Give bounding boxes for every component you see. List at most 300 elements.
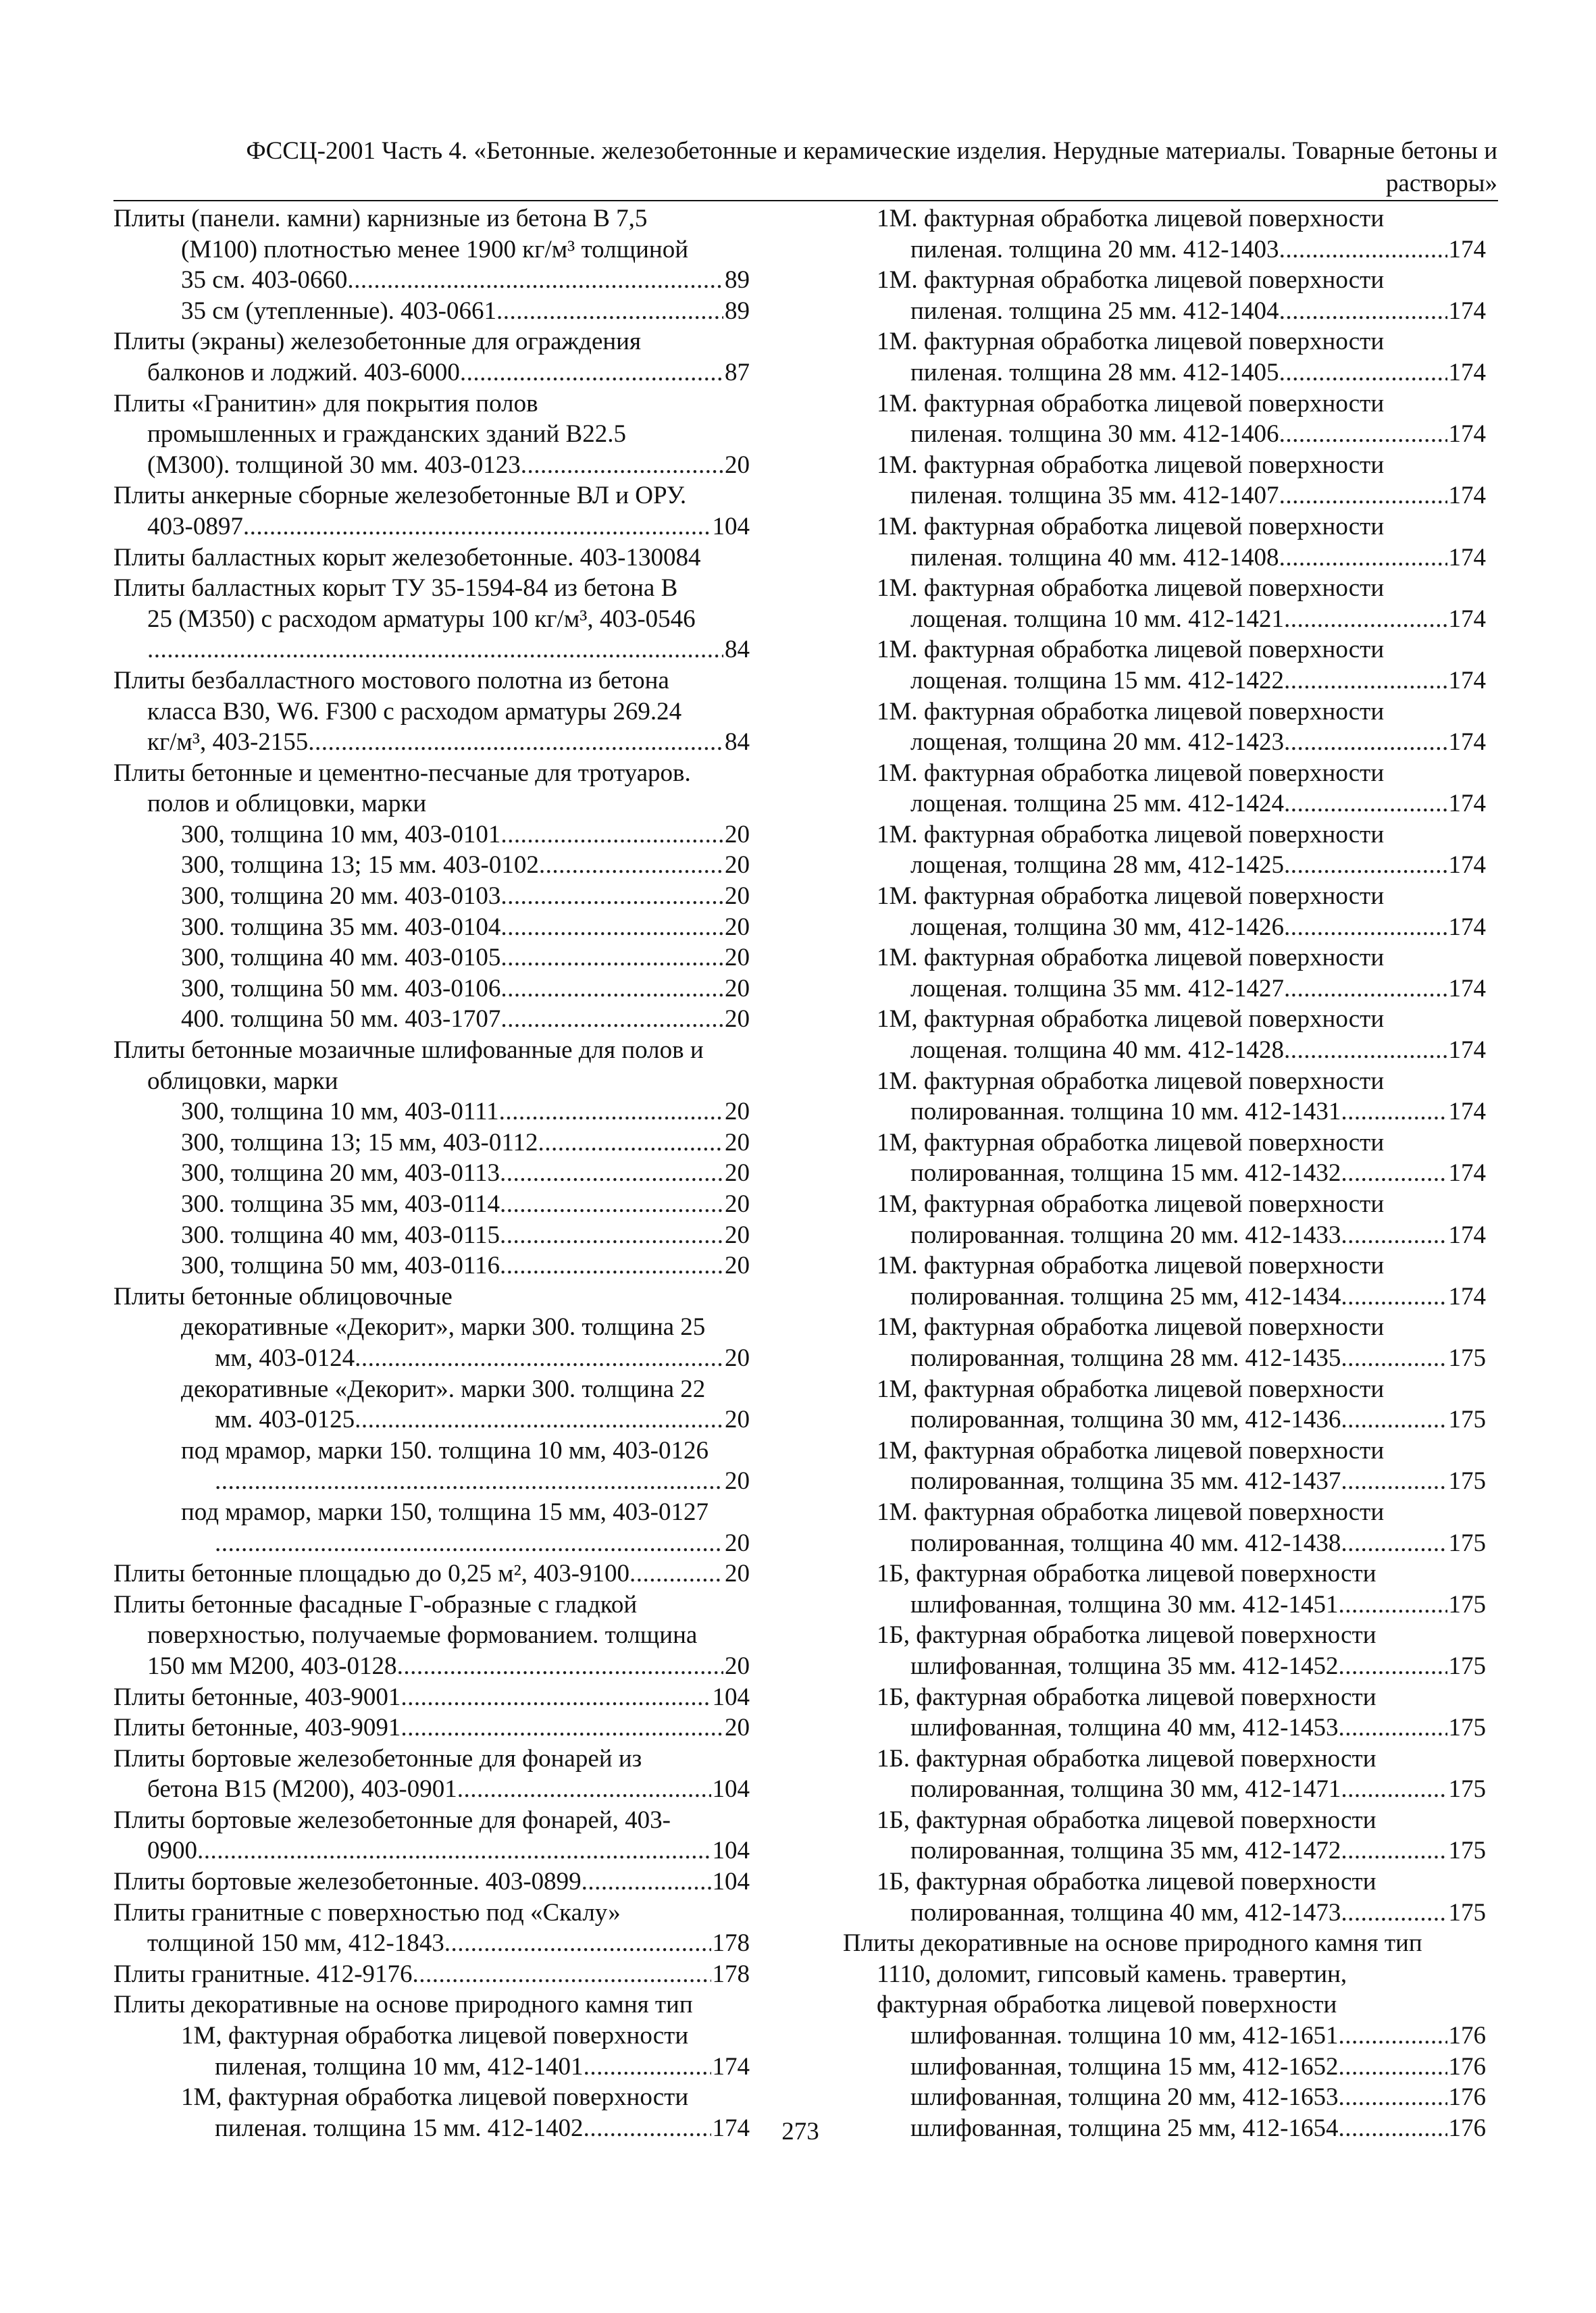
index-entry-line	[843, 819, 1486, 850]
index-entry	[113, 296, 750, 327]
index-entry	[843, 1374, 1486, 1435]
index-entry-line	[113, 1466, 750, 1497]
index-entry-line	[113, 1066, 750, 1097]
index-entry-line	[843, 1435, 1486, 1467]
entry-text: под мрамор, марки 150. толщина 10 мм, 403-0126	[181, 1436, 709, 1465]
entry-page-ref: 176	[1448, 2114, 1486, 2142]
entry-page-ref: 174	[1448, 358, 1486, 386]
dot-leader	[499, 1096, 723, 1127]
index-entry	[113, 819, 750, 850]
index-entry-line	[843, 573, 1486, 604]
index-entry-line	[113, 850, 750, 881]
entry-text: 1М. фактурная обработка лицевой поверхности	[877, 882, 1385, 911]
index-entry-line	[843, 1712, 1486, 1744]
entry-text: шлифованная, толщина 20 мм, 412-1653	[910, 2083, 1339, 2112]
dot-leader	[147, 634, 723, 665]
page-number: 273	[781, 2118, 819, 2145]
entry-page-ref: 174	[712, 2052, 750, 2081]
dot-leader	[500, 1158, 723, 1189]
entry-page-ref: 104	[712, 1775, 750, 1804]
dot-leader	[500, 912, 723, 943]
entry-text: Плиты бортовые железобетонные для фонарей из	[113, 1744, 642, 1773]
index-entry-line	[843, 1590, 1486, 1621]
dot-leader	[1279, 357, 1447, 388]
index-entry	[113, 2020, 750, 2082]
dot-leader	[1339, 2082, 1447, 2113]
entry-text: 1М. фактурная обработка лицевой поверхности	[877, 512, 1385, 540]
dot-leader	[584, 2052, 711, 2083]
dot-leader	[539, 850, 723, 881]
index-entry-line	[113, 727, 750, 758]
index-entry-line	[843, 1744, 1486, 1775]
index-entry	[843, 2052, 1486, 2083]
entry-page-ref: 104	[712, 1837, 750, 1865]
entry-page-ref: 20	[725, 913, 750, 941]
entry-page-ref: 174	[1448, 482, 1486, 510]
index-entry-line	[113, 1343, 750, 1374]
dot-leader	[521, 450, 723, 481]
entry-text: пиленая. толщина 40 мм. 412-1408	[910, 543, 1279, 571]
dot-leader	[500, 973, 723, 1005]
entry-text: 1М, фактурная обработка лицевой поверхности	[181, 2022, 689, 2050]
entry-text: полированная, толщина 35 мм, 412-1472	[910, 1837, 1341, 1865]
index-entry-line	[113, 1250, 750, 1281]
index-entry	[113, 326, 750, 388]
entry-text: полированная, толщина 35 мм. 412-1437	[910, 1467, 1341, 1496]
entry-text: 150 мм М200, 403-0128	[147, 1652, 397, 1680]
index-entry-line	[843, 758, 1486, 789]
index-entry	[113, 1959, 750, 1990]
index-entry	[843, 1620, 1486, 1681]
index-entry-line	[113, 973, 750, 1005]
entry-text: 1М, фактурная обработка лицевой поверхности	[877, 1190, 1385, 1218]
index-entry	[843, 1558, 1486, 1620]
index-entry-line	[113, 573, 750, 604]
index-entry-line	[113, 357, 750, 388]
dot-leader	[1284, 665, 1447, 696]
index-entry	[843, 1127, 1486, 1189]
entry-text: 300, толщина 13; 15 мм, 403-0112	[181, 1128, 538, 1156]
index-entry-line	[843, 1343, 1486, 1374]
index-entry	[843, 1250, 1486, 1312]
entry-page-ref: 174	[1448, 605, 1486, 633]
index-entry	[113, 1004, 750, 1035]
entry-text: декоративные «Декорит», марки 300. толщина 25	[181, 1313, 706, 1342]
entry-page-ref: 87	[725, 358, 750, 386]
entry-text: шлифованная, толщина 30 мм. 412-1451	[910, 1590, 1339, 1619]
index-entry-line	[113, 942, 750, 973]
index-entry	[113, 881, 750, 912]
entry-text: кг/м³, 403-2155	[147, 728, 309, 757]
entry-page-ref: 174	[1448, 790, 1486, 818]
entry-page-ref: 174	[1448, 235, 1486, 263]
index-entry	[113, 1220, 750, 1251]
entry-text: 1М, фактурная обработка лицевой поверхности	[877, 1313, 1385, 1342]
entry-text: 1Б, фактурная обработка лицевой поверхности	[877, 1560, 1376, 1588]
entry-text: Плиты «Гранитин» для покрытия полов	[113, 389, 538, 417]
index-entry-line	[113, 1281, 750, 1313]
index-entry	[843, 2020, 1486, 2052]
entry-text: 1М, фактурная обработка лицевой поверхности	[877, 1128, 1385, 1156]
index-entry	[843, 819, 1486, 881]
index-entry-line	[843, 2113, 1486, 2144]
index-entry	[843, 1004, 1486, 1065]
index-entry	[113, 973, 750, 1005]
entry-page-ref: 175	[1448, 1529, 1486, 1557]
entry-text: 1М. фактурная обработка лицевой поверхности	[877, 1498, 1385, 1526]
index-entry	[843, 1189, 1486, 1250]
index-entry-line	[113, 419, 750, 450]
entry-page-ref: 175	[1448, 1652, 1486, 1680]
index-entry	[113, 665, 750, 758]
entry-page-ref: 178	[712, 1929, 750, 1958]
entry-text: 0900	[147, 1837, 197, 1865]
entry-text: 1М. фактурная обработка лицевой поверхности	[877, 944, 1385, 972]
entry-text: Плиты (экраны) железобетонные для ограждения	[113, 328, 641, 356]
entry-text: Плиты бетонные, 403-9091	[113, 1714, 401, 1742]
entry-text: 35 см. 403-0660	[181, 266, 348, 295]
index-entry	[113, 1312, 750, 1373]
index-entry-line	[113, 696, 750, 728]
entry-text: шлифованная, толщина 35 мм. 412-1452	[910, 1652, 1339, 1680]
dot-leader	[629, 1558, 723, 1590]
index-entry-line	[113, 1712, 750, 1744]
entry-text: полированная. толщина 10 мм. 412-1431	[910, 1098, 1341, 1126]
entry-text: класса В30, W6. F300 с расходом арматуры 269.24	[147, 697, 682, 726]
index-entry	[843, 1312, 1486, 1373]
entry-text: Плиты бетонные, 403-9001	[113, 1683, 401, 1711]
entry-text: пиленая. толщина 35 мм. 412-1407	[910, 482, 1279, 510]
dot-leader	[1341, 1220, 1447, 1251]
dot-leader	[1279, 480, 1447, 511]
entry-text: 400. толщина 50 мм. 403-1707	[181, 1005, 501, 1034]
entry-text: 1М, фактурная обработка лицевой поверхности	[181, 2083, 689, 2112]
index-entry-line	[113, 881, 750, 912]
dot-leader	[197, 1835, 711, 1866]
index-entry-line	[113, 1590, 750, 1621]
index-entry-line	[113, 234, 750, 265]
entry-text: промышленных и гражданских зданий В22.5	[147, 420, 626, 449]
index-entry-line	[843, 1558, 1486, 1590]
entry-page-ref: 178	[712, 1960, 750, 1988]
dot-leader	[496, 296, 723, 327]
entry-page-ref: 174	[1448, 851, 1486, 880]
index-entry-line	[843, 1989, 1486, 2020]
dot-leader	[1341, 1835, 1447, 1866]
entry-page-ref: 175	[1448, 1467, 1486, 1496]
index-entry-line	[113, 665, 750, 696]
entry-page-ref: 174	[1448, 420, 1486, 449]
index-entry-line	[843, 1004, 1486, 1035]
index-entry	[113, 1374, 750, 1435]
entry-text: балконов и лоджий. 403-6000	[147, 358, 460, 386]
entry-text: шлифованная. толщина 10 мм, 412-1651	[910, 2022, 1339, 2050]
entry-page-ref: 20	[725, 1560, 750, 1588]
index-entry-line	[843, 1959, 1486, 1990]
dot-leader	[1284, 850, 1447, 881]
entry-text: полированная, толщина 40 мм. 412-1438	[910, 1529, 1341, 1557]
index-entry	[843, 881, 1486, 942]
dot-leader	[243, 511, 711, 542]
entry-page-ref: 20	[725, 1652, 750, 1680]
dot-leader	[500, 1189, 723, 1220]
entry-text: 1М, фактурная обработка лицевой поверхности	[877, 1375, 1385, 1403]
entry-page-ref: 20	[725, 1714, 750, 1742]
entry-text: 1М. фактурная обработка лицевой поверхности	[877, 1067, 1385, 1095]
index-entry	[843, 1744, 1486, 1805]
entry-text: лощеная, толщина 20 мм. 412-1423	[910, 728, 1284, 757]
entry-text: 1М. фактурная обработка лицевой поверхности	[877, 1252, 1385, 1280]
entry-text: полированная. толщина 20 мм. 412-1433	[910, 1221, 1341, 1249]
entry-page-ref: 89	[725, 266, 750, 295]
entry-text: 1М. фактурная обработка лицевой поверхности	[877, 328, 1385, 356]
entry-text: 1110, доломит, гипсовый камень. травертин,	[877, 1960, 1347, 1988]
entry-page-ref: 174	[1448, 1159, 1486, 1188]
index-entry-line	[843, 1250, 1486, 1281]
entry-page-ref: 104	[712, 1683, 750, 1711]
index-entry-line	[113, 1774, 750, 1805]
entry-text: полированная, толщина 40 мм, 412-1473	[910, 1898, 1341, 1927]
index-entry-line	[843, 1374, 1486, 1405]
entry-text: (М100) плотностью менее 1900 кг/м³ толщиной	[181, 235, 689, 263]
entry-page-ref: 20	[725, 820, 750, 848]
dot-leader	[1284, 788, 1447, 819]
index-entry-line	[113, 1620, 750, 1651]
index-entry-line	[113, 1189, 750, 1220]
index-entry-line	[113, 1805, 750, 1836]
index-entry-line	[113, 480, 750, 511]
index-entry-line	[843, 1158, 1486, 1189]
dot-leader	[1341, 1158, 1447, 1189]
entry-text: мм. 403-0125	[215, 1406, 355, 1434]
index-entry-line	[113, 1989, 750, 2020]
index-entry	[113, 1590, 750, 1682]
entry-text: 1М. фактурная обработка лицевой поверхности	[877, 574, 1385, 603]
index-entry-line	[113, 296, 750, 327]
index-entry-line	[843, 696, 1486, 728]
entry-page-ref: 20	[725, 1098, 750, 1126]
dot-leader	[397, 1651, 723, 1682]
index-entry-line	[843, 788, 1486, 819]
index-entry	[113, 1682, 750, 1713]
index-entry-line	[843, 1866, 1486, 1898]
index-entry-line	[843, 1528, 1486, 1559]
index-entry-line	[843, 1928, 1486, 1959]
entry-page-ref: 20	[725, 1467, 750, 1496]
entry-text: толщиной 150 мм, 412-1843	[147, 1929, 444, 1958]
index-entry-line	[113, 819, 750, 850]
entry-text: пиленая. толщина 25 мм. 412-1404	[910, 297, 1279, 325]
dot-leader	[1284, 727, 1447, 758]
dot-leader	[457, 1774, 711, 1805]
entry-text: мм, 403-0124	[215, 1344, 355, 1372]
entry-text: лощеная. толщина 10 мм. 412-1421	[910, 605, 1284, 633]
index-entry-line	[843, 1035, 1486, 1066]
entry-text: 300, толщина 13; 15 мм. 403-0102	[181, 851, 539, 880]
index-entry	[843, 203, 1486, 265]
index-entry	[113, 1035, 750, 1096]
entry-page-ref: 20	[725, 1005, 750, 1034]
entry-page-ref: 20	[725, 1190, 750, 1218]
index-entry-line	[113, 1959, 750, 1990]
index-entry-line	[843, 1898, 1486, 1929]
dot-leader	[1341, 1404, 1447, 1435]
index-entry	[113, 1805, 750, 1866]
entry-text: Плиты бетонные площадью до 0,25 м², 403-9100	[113, 1560, 630, 1588]
index-entry-line	[843, 234, 1486, 265]
dot-leader	[582, 1866, 711, 1898]
dot-leader	[413, 1959, 711, 1990]
index-entry-line	[113, 788, 750, 819]
index-entry-line	[113, 1866, 750, 1898]
index-entry-line	[843, 604, 1486, 635]
index-entry-line	[843, 2052, 1486, 2083]
dot-leader	[444, 1928, 711, 1959]
index-entry-line	[113, 511, 750, 542]
index-entry	[843, 1805, 1486, 1866]
header-rule	[113, 200, 1498, 201]
entry-page-ref: 174	[1448, 1221, 1486, 1249]
entry-text: полов и облицовки, марки	[147, 790, 427, 818]
index-entry	[113, 942, 750, 973]
dot-leader	[1284, 1035, 1447, 1066]
entry-text: Плиты гранитные. 412-9176	[113, 1960, 413, 1988]
entry-text: лощеная, толщина 30 мм, 412-1426	[910, 913, 1284, 941]
entry-page-ref: 20	[725, 1344, 750, 1372]
index-entry	[113, 912, 750, 943]
entry-page-ref: 174	[1448, 1036, 1486, 1065]
index-entry-line	[113, 604, 750, 635]
index-entry	[843, 450, 1486, 511]
entry-page-ref: 84	[725, 636, 750, 664]
index-entry	[113, 388, 750, 481]
index-entry	[113, 573, 750, 665]
index-entry-line	[113, 1435, 750, 1467]
dot-leader	[1339, 1590, 1447, 1621]
dot-leader	[215, 1528, 723, 1559]
index-entry-line	[113, 1158, 750, 1189]
entry-text: лощеная. толщина 35 мм. 412-1427	[910, 974, 1284, 1002]
entry-page-ref: 174	[1448, 543, 1486, 571]
entry-text: Плиты бортовые железобетонные для фонарей, 403-	[113, 1806, 671, 1834]
index-entry-line	[113, 1312, 750, 1343]
index-entry-line	[113, 1558, 750, 1590]
entry-page-ref: 20	[725, 944, 750, 972]
index-entry	[843, 1435, 1486, 1497]
entry-page-ref: 20	[725, 1252, 750, 1280]
dot-leader	[1339, 2020, 1447, 2052]
dot-leader	[1339, 2113, 1447, 2144]
index-entry	[113, 542, 750, 574]
dot-leader	[1339, 1712, 1447, 1744]
running-header-line1: ФССЦ-2001 Часть 4. «Бетонные. железобетонные и керамические изделия. Нерудные материалы. Товарные бетоны и	[246, 137, 1497, 165]
index-entry	[843, 634, 1486, 696]
index-entry-line	[113, 2020, 750, 2052]
entry-text: Плиты бетонные и цементно-песчаные для тротуаров.	[113, 759, 691, 787]
entry-page-ref: 175	[1448, 1898, 1486, 1927]
index-entry	[843, 1928, 1486, 2020]
entry-page-ref: 176	[1448, 2083, 1486, 2112]
index-entry	[113, 1435, 750, 1497]
index-entry-line	[843, 2082, 1486, 2113]
entry-page-ref: 175	[1448, 1590, 1486, 1619]
index-entry-line	[843, 1281, 1486, 1313]
entry-text: 25 (М350) с расходом арматуры 100 кг/м³, 403-0546	[147, 605, 696, 633]
index-entry	[113, 758, 750, 819]
entry-text: пиленая. толщина 20 мм. 412-1403	[910, 235, 1279, 263]
index-entry	[843, 326, 1486, 388]
index-entry	[113, 850, 750, 881]
index-entry-line	[113, 1096, 750, 1127]
index-entry-line	[843, 727, 1486, 758]
entry-text: Плиты бетонные мозаичные шлифованные для полов и	[113, 1036, 704, 1065]
index-entry	[843, 2082, 1486, 2113]
entry-text: лощеная. толщина 40 мм. 412-1428	[910, 1036, 1284, 1065]
entry-page-ref: 20	[725, 1159, 750, 1188]
index-entry	[113, 1712, 750, 1744]
index-entry	[843, 758, 1486, 819]
entry-text: облицовки, марки	[147, 1067, 338, 1095]
entry-text: (М300). толщиной 30 мм. 403-0123	[147, 451, 521, 479]
entry-page-ref: 174	[1448, 297, 1486, 325]
dot-leader	[584, 2113, 711, 2144]
index-entry-line	[113, 388, 750, 420]
dot-leader	[1341, 1281, 1447, 1313]
entry-page-ref: 20	[725, 851, 750, 880]
dot-leader	[500, 881, 723, 912]
index-entry-line	[113, 1404, 750, 1435]
index-entry-line	[843, 1096, 1486, 1127]
index-entry-line	[843, 511, 1486, 542]
dot-leader	[1284, 912, 1447, 943]
dot-leader	[500, 1250, 723, 1281]
index-entry-line	[843, 1404, 1486, 1435]
index-entry-line	[113, 1127, 750, 1159]
index-entry-line	[843, 203, 1486, 234]
index-entry	[113, 1158, 750, 1189]
entry-text: 300, толщина 50 мм. 403-0106	[181, 974, 501, 1002]
index-entry-line	[843, 1774, 1486, 1805]
index-entry-line	[113, 450, 750, 481]
entry-text: декоративные «Декорит». марки 300. толщина 22	[181, 1375, 706, 1403]
entry-text: 300, толщина 20 мм. 403-0103	[181, 882, 501, 911]
dot-leader	[1279, 419, 1447, 450]
index-entry	[113, 1250, 750, 1281]
entry-page-ref: 104	[712, 512, 750, 540]
index-entry-line	[843, 542, 1486, 574]
entry-text: 1Б, фактурная обработка лицевой поверхности	[877, 1868, 1376, 1896]
entry-page-ref: 89	[725, 297, 750, 325]
entry-page-ref: 20	[725, 974, 750, 1002]
index-entry-line	[113, 1035, 750, 1066]
index-entry-line	[113, 1497, 750, 1528]
entry-page-ref: 175	[1448, 1344, 1486, 1372]
entry-text: бетона В15 (М200), 403-0901	[147, 1775, 457, 1804]
dot-leader	[500, 942, 723, 973]
index-entry-line	[843, 1466, 1486, 1497]
entry-text: 1М. фактурная обработка лицевой поверхности	[877, 759, 1385, 787]
entry-text: 1М, фактурная обработка лицевой поверхности	[877, 1436, 1385, 1465]
entry-text: 1Б, фактурная обработка лицевой поверхности	[877, 1806, 1376, 1834]
entry-page-ref: 174	[1448, 728, 1486, 757]
entry-text: Плиты анкерные сборные железобетонные ВЛ и ОРУ.	[113, 482, 687, 510]
right-index-column	[843, 203, 1486, 2143]
entry-text: Плиты бетонные фасадные Г-образные с гладкой	[113, 1590, 638, 1619]
entry-text: шлифованная, толщина 25 мм, 412-1654	[910, 2114, 1339, 2142]
entry-text: пиленая. толщина 28 мм. 412-1405	[910, 358, 1279, 386]
entry-text: полированная. толщина 25 мм, 412-1434	[910, 1282, 1341, 1311]
entry-page-ref: 174	[712, 2114, 750, 2142]
